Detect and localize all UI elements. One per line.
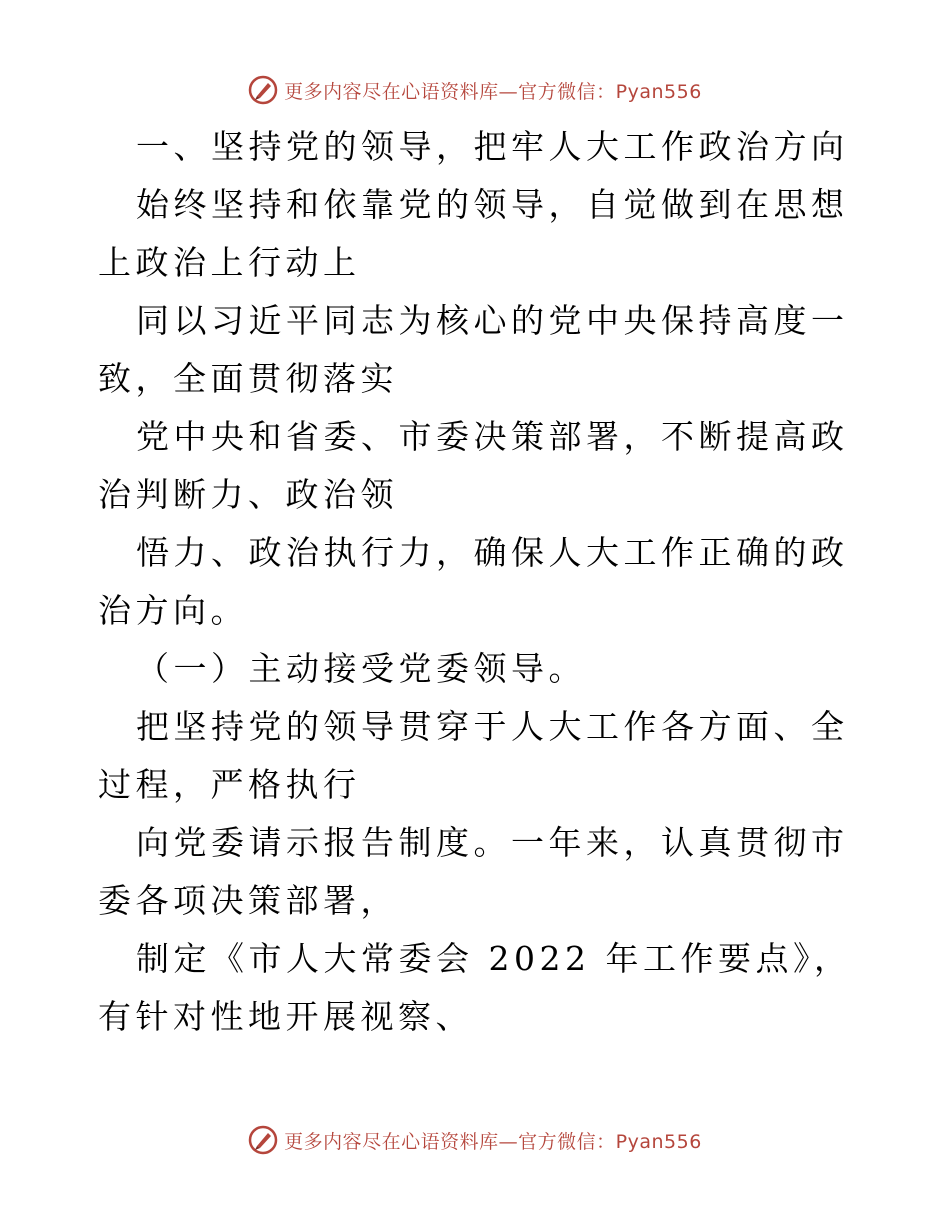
watermark-text: 更多内容尽在心语资料库—官方微信： — [284, 1130, 616, 1153]
paragraph: 党中央和省委、市委决策部署，不断提高政治判断力、政治领 — [98, 417, 849, 514]
pen-logo-icon — [248, 1125, 278, 1155]
subheading: （一）主动接受党委领导。 — [136, 649, 586, 688]
watermark-id: Pyan556 — [615, 1130, 702, 1153]
watermark-id: Pyan556 — [615, 80, 702, 103]
paragraph: 向党委请示报告制度。一年来，认真贯彻市委各项决策部署， — [98, 823, 849, 920]
paragraph: 始终坚持和依靠党的领导，自觉做到在思想上政治上行动上 — [98, 185, 849, 282]
heading-section-1: 一、坚持党的领导，把牢人大工作政治方向 — [136, 127, 849, 166]
paragraph: 制定《市人大常委会 2022 年工作要点》，有针对性地开展视察、 — [98, 939, 852, 1036]
paragraph: 悟力、政治执行力，确保人大工作正确的政治方向。 — [98, 533, 849, 630]
footer-watermark — [0, 1120, 950, 1160]
paragraph: 同以习近平同志为核心的党中央保持高度一致，全面贯彻落实 — [98, 301, 849, 398]
document-body — [98, 118, 858, 1046]
watermark-text: 更多内容尽在心语资料库—官方微信： — [284, 80, 616, 103]
header-watermark — [0, 70, 950, 110]
paragraph: 把坚持党的领导贯穿于人大工作各方面、全过程，严格执行 — [98, 707, 849, 804]
pen-logo-icon — [248, 75, 278, 105]
